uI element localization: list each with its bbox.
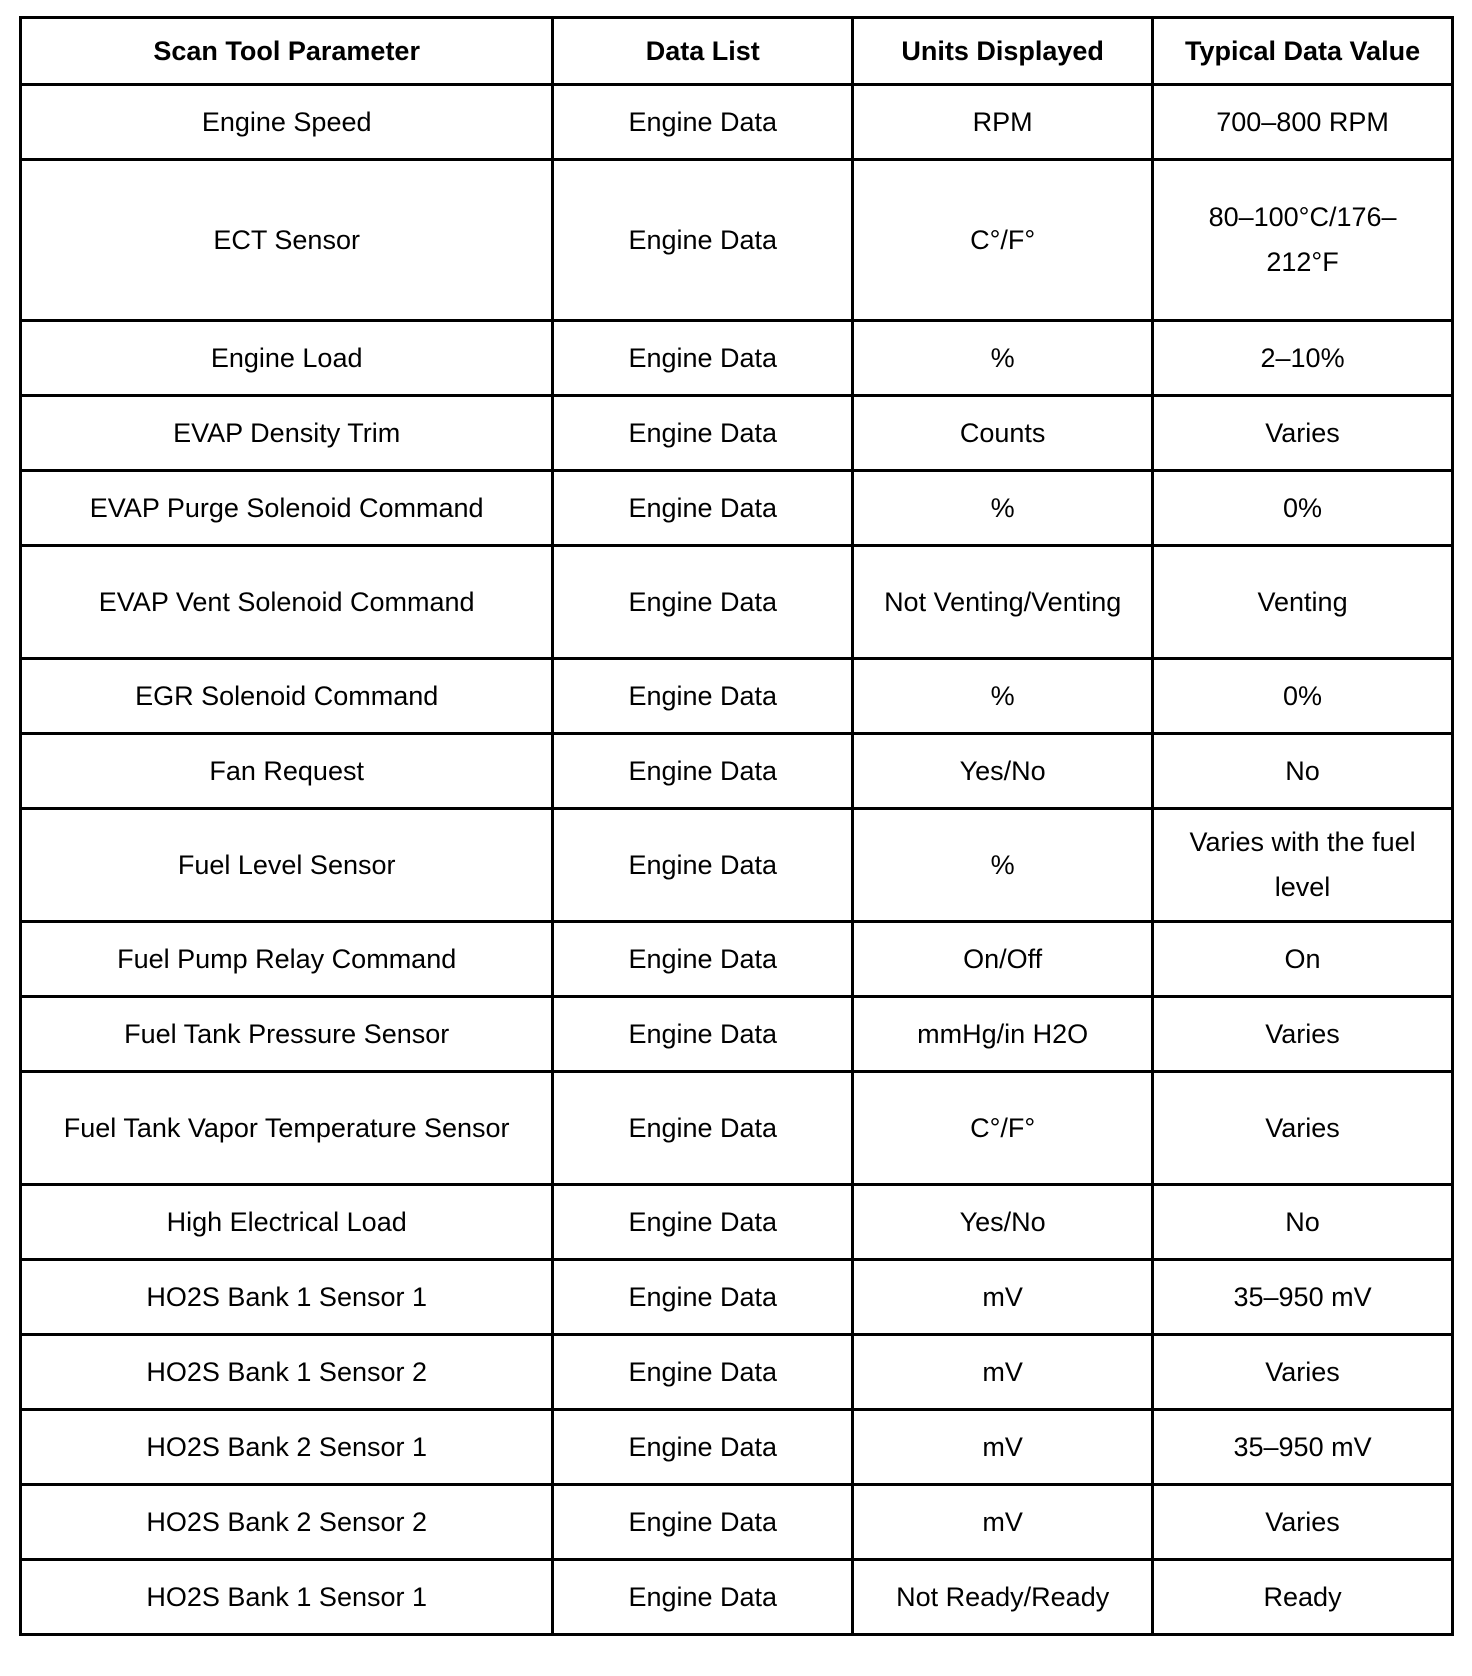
table-row [21,809,1453,922]
cell-typical-value: 0% [1153,471,1453,546]
cell-units: mmHg/in H2O [853,997,1153,1072]
cell-data-list: Engine Data [553,659,853,734]
header-units-displayed: Units Displayed [853,18,1153,85]
cell-units: C°/F° [853,160,1153,321]
table-row [21,1410,1453,1485]
cell-parameter: Fuel Tank Pressure Sensor [21,997,553,1072]
header-scan-tool-parameter: Scan Tool Parameter [21,18,553,85]
cell-parameter: HO2S Bank 2 Sensor 1 [21,1410,553,1485]
cell-units: Yes/No [853,1185,1153,1260]
cell-units: mV [853,1485,1153,1560]
cell-parameter: Engine Speed [21,85,553,160]
table-row [21,1335,1453,1410]
table-row [21,85,1453,160]
cell-typical-value: No [1153,1185,1453,1260]
scan-tool-data-table-container [19,16,1454,1636]
cell-data-list: Engine Data [553,1560,853,1635]
table-row [21,396,1453,471]
cell-data-list: Engine Data [553,1072,853,1185]
cell-units: mV [853,1410,1153,1485]
cell-typical-value: 35–950 mV [1153,1260,1453,1335]
cell-typical-value: On [1153,922,1453,997]
cell-units: mV [853,1260,1153,1335]
cell-parameter: Fan Request [21,734,553,809]
table-row [21,1560,1453,1635]
table-row [21,1260,1453,1335]
cell-typical-value: Varies [1153,1485,1453,1560]
table-row [21,922,1453,997]
cell-typical-value: 2–10% [1153,321,1453,396]
cell-data-list: Engine Data [553,809,853,922]
cell-typical-value: Varies [1153,396,1453,471]
table-row [21,1072,1453,1185]
cell-typical-value: No [1153,734,1453,809]
scan-tool-data-table [19,16,1454,1636]
cell-typical-value: Varies [1153,997,1453,1072]
cell-typical-value: Varies [1153,1335,1453,1410]
cell-parameter: Engine Load [21,321,553,396]
cell-units: C°/F° [853,1072,1153,1185]
cell-data-list: Engine Data [553,997,853,1072]
table-row [21,997,1453,1072]
cell-parameter: ECT Sensor [21,160,553,321]
cell-data-list: Engine Data [553,471,853,546]
cell-data-list: Engine Data [553,1335,853,1410]
table-body [21,85,1453,1635]
cell-parameter: Fuel Pump Relay Command [21,922,553,997]
table-row [21,160,1453,321]
cell-units: Not Venting/Venting [853,546,1153,659]
table-row [21,1485,1453,1560]
cell-typical-value: 0% [1153,659,1453,734]
cell-data-list: Engine Data [553,734,853,809]
header-row [21,18,1453,85]
cell-data-list: Engine Data [553,1185,853,1260]
table-row [21,321,1453,396]
cell-parameter: HO2S Bank 1 Sensor 1 [21,1260,553,1335]
cell-parameter: Fuel Tank Vapor Temperature Sensor [21,1072,553,1185]
table-row [21,1185,1453,1260]
cell-units: Not Ready/Ready [853,1560,1153,1635]
cell-parameter: HO2S Bank 2 Sensor 2 [21,1485,553,1560]
cell-parameter: Fuel Level Sensor [21,809,553,922]
cell-typical-value: Varies with the fuel level [1153,809,1453,922]
cell-data-list: Engine Data [553,922,853,997]
cell-parameter: High Electrical Load [21,1185,553,1260]
table-row [21,546,1453,659]
cell-units: % [853,471,1153,546]
cell-data-list: Engine Data [553,546,853,659]
cell-data-list: Engine Data [553,396,853,471]
cell-units: RPM [853,85,1153,160]
cell-units: % [853,809,1153,922]
cell-parameter: EGR Solenoid Command [21,659,553,734]
cell-units: On/Off [853,922,1153,997]
cell-parameter: EVAP Density Trim [21,396,553,471]
table-row [21,471,1453,546]
cell-parameter: HO2S Bank 1 Sensor 2 [21,1335,553,1410]
cell-parameter: EVAP Vent Solenoid Command [21,546,553,659]
cell-typical-value: Venting [1153,546,1453,659]
header-data-list: Data List [553,18,853,85]
cell-typical-value: Varies [1153,1072,1453,1185]
cell-units: mV [853,1335,1153,1410]
cell-data-list: Engine Data [553,1260,853,1335]
cell-data-list: Engine Data [553,85,853,160]
cell-data-list: Engine Data [553,1410,853,1485]
cell-units: Counts [853,396,1153,471]
cell-units: % [853,321,1153,396]
table-row [21,734,1453,809]
cell-parameter: EVAP Purge Solenoid Command [21,471,553,546]
cell-typical-value: 35–950 mV [1153,1410,1453,1485]
cell-typical-value: 80–100°C/176–212°F [1153,160,1453,321]
cell-data-list: Engine Data [553,160,853,321]
cell-typical-value: 700–800 RPM [1153,85,1453,160]
cell-units: % [853,659,1153,734]
cell-data-list: Engine Data [553,321,853,396]
table-header [21,18,1453,85]
cell-data-list: Engine Data [553,1485,853,1560]
table-row [21,659,1453,734]
cell-typical-value: Ready [1153,1560,1453,1635]
header-typical-data-value: Typical Data Value [1153,18,1453,85]
cell-parameter: HO2S Bank 1 Sensor 1 [21,1560,553,1635]
cell-units: Yes/No [853,734,1153,809]
